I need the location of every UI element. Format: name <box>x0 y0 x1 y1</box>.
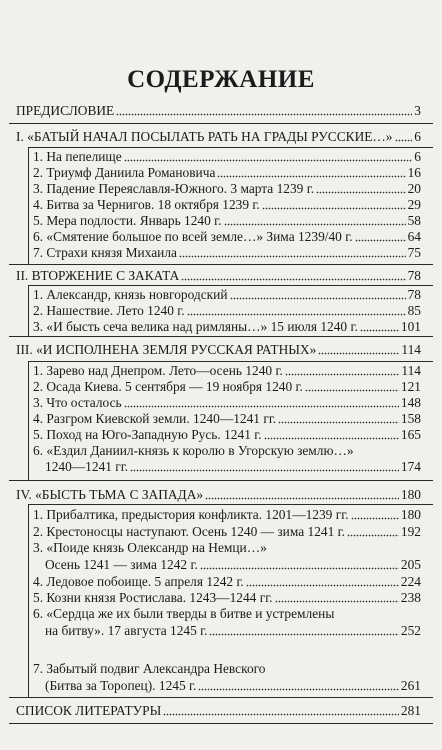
toc-entry[interactable] <box>45 557 421 573</box>
toc-entry[interactable] <box>33 197 421 213</box>
dot-leader <box>163 713 399 716</box>
dot-leader <box>355 239 406 242</box>
toc-entry-title: 4. Разгром Киевской земли. 1240—1241 гг. <box>33 411 277 426</box>
toc-entry-title: II. ВТОРЖЕНИЕ С ЗАКАТА <box>16 268 180 283</box>
toc-page-number: 6 <box>414 129 421 144</box>
toc-entry[interactable] <box>45 623 421 639</box>
toc-entry[interactable] <box>33 411 421 427</box>
toc-entry-first-line: 7. Забытый подвиг Александра Невского <box>33 661 266 676</box>
toc-section-heading[interactable] <box>16 268 421 284</box>
toc-entry-title: 2. Нашествие. Лето 1240 г. <box>33 303 185 318</box>
dot-leader <box>275 600 399 603</box>
toc-page-number: 29 <box>407 197 421 212</box>
toc-entry-title: 5. Поход на Юго-Западную Русь. 1241 г. <box>33 427 262 442</box>
toc-entry-title: 7. Страхи князя Михаила <box>33 245 177 260</box>
toc-entry[interactable] <box>33 181 421 197</box>
toc-page-number: 16 <box>407 165 421 180</box>
toc-entry-title: 3. «И бысть сеча велика над римляны…» 15 июля 1240 г. <box>33 319 358 334</box>
dot-leader <box>360 329 399 332</box>
toc-page-number: 261 <box>400 678 421 693</box>
section-divider <box>9 123 433 124</box>
section-divider <box>9 336 433 337</box>
toc-page-number: 174 <box>400 459 421 474</box>
dot-leader <box>285 373 400 376</box>
toc-page-number: 75 <box>407 245 421 260</box>
section-divider <box>9 480 433 481</box>
toc-page-number: 121 <box>400 379 421 394</box>
toc-entry-title: СПИСОК ЛИТЕРАТУРЫ <box>16 703 162 718</box>
toc-page-number: 192 <box>400 524 421 539</box>
dot-leader <box>116 113 412 116</box>
toc-entry-title: 1240—1241 гг. <box>45 459 129 474</box>
toc-section-heading[interactable] <box>16 487 421 503</box>
toc-page-number: 114 <box>401 363 421 378</box>
toc-entry-first-line: 6. «Сердца же их были тверды в битве и устремлены <box>33 606 335 621</box>
dot-leader <box>217 175 405 178</box>
toc-page-number: 85 <box>407 303 421 318</box>
toc-entry[interactable] <box>33 287 421 303</box>
toc-entry-title: 5. Мера подлости. Январь 1240 г. <box>33 213 222 228</box>
toc-entry[interactable] <box>33 229 421 245</box>
dot-leader <box>316 191 406 194</box>
toc-entry[interactable] <box>33 213 421 229</box>
toc-entry-title: 4. Ледовое побоище. 5 апреля 1242 г. <box>33 574 244 589</box>
dot-leader <box>351 517 399 520</box>
dot-leader <box>181 278 405 281</box>
dot-leader <box>124 159 413 162</box>
toc-entry-title: 1. Прибалтика, предыстория конфликта. 1201—1239 гг. <box>33 507 349 522</box>
dot-leader <box>230 297 406 300</box>
subsection-bracket <box>28 285 29 336</box>
toc-page-number: 114 <box>401 342 421 357</box>
toc-page-number: 58 <box>407 213 421 228</box>
dot-leader <box>124 405 399 408</box>
dot-leader <box>205 497 399 500</box>
toc-page-number: 180 <box>400 507 421 522</box>
toc-entry-title: 3. Что осталось <box>33 395 122 410</box>
toc-page-number: 101 <box>400 319 421 334</box>
toc-page-number: 205 <box>400 557 421 572</box>
toc-page-number: 165 <box>400 427 421 442</box>
section-divider <box>9 264 433 265</box>
toc-entry-title: 1. На пепелище <box>33 149 122 164</box>
dot-leader <box>395 139 413 142</box>
toc-entry-title: 3. Падение Переяславля-Южного. 3 марта 1239 г. <box>33 181 315 196</box>
toc-entry[interactable] <box>33 303 421 319</box>
toc-section-heading[interactable] <box>16 129 421 145</box>
toc-entry[interactable] <box>33 395 421 411</box>
toc-entry-title: 4. Битва за Чернигов. 18 октября 1239 г. <box>33 197 260 212</box>
toc-entry-title: 2. Триумф Даниила Романовича <box>33 165 216 180</box>
toc-page-number: 252 <box>400 623 421 638</box>
dot-leader <box>278 421 399 424</box>
toc-entry[interactable] <box>33 590 421 606</box>
toc-entry-title: на битву». 17 августа 1245 г. <box>45 623 208 638</box>
toc-entry[interactable] <box>33 574 421 590</box>
toc-entry[interactable] <box>33 379 421 395</box>
toc-entry-title: 1. Александр, князь новгородский <box>33 287 228 302</box>
dot-leader <box>224 223 406 226</box>
toc-entry-first-line: 3. «Поиде князь Олександр на Немци…» <box>33 540 267 555</box>
toc-entry[interactable] <box>33 245 421 261</box>
toc-entry-bibliography[interactable] <box>16 703 421 719</box>
toc-page-number: 281 <box>400 703 421 718</box>
toc-page-number: 78 <box>407 268 421 283</box>
dot-leader <box>246 584 399 587</box>
toc-entry[interactable] <box>33 507 421 523</box>
dot-leader <box>200 567 399 570</box>
toc-page-number: 64 <box>407 229 421 244</box>
dot-leader <box>264 437 399 440</box>
toc-entry-title: 5. Козни князя Ростислава. 1243—1244 гг. <box>33 590 273 605</box>
toc-entry-title: Осень 1241 — зима 1242 г. <box>45 557 198 572</box>
section-divider <box>9 723 433 724</box>
section-divider <box>9 697 433 698</box>
toc-page-number: 148 <box>400 395 421 410</box>
dot-leader <box>305 389 399 392</box>
toc-entry[interactable] <box>45 459 421 475</box>
subsection-bracket <box>28 147 29 264</box>
dot-leader <box>318 352 399 355</box>
toc-entry-first-line: 6. «Ездил Даниил-князь к королю в Угорскую землю…» <box>33 443 354 458</box>
dot-leader <box>209 633 398 636</box>
toc-entry-title: 2. Крестоносцы наступают. Осень 1240 — зима 1241 г. <box>33 524 345 539</box>
toc-entry-title: 6. «Смятение большое по всей земле…» Зима 1239/40 г. <box>33 229 353 244</box>
toc-entry-title: ПРЕДИСЛОВИЕ <box>16 103 115 118</box>
dot-leader <box>347 534 399 537</box>
toc-page-number: 78 <box>407 287 421 302</box>
toc-page-number: 3 <box>414 103 421 118</box>
subsection-rule <box>28 504 433 505</box>
subsection-bracket <box>28 504 29 697</box>
toc-entry-title: I. «БАТЫЙ НАЧАЛ ПОСЫЛАТЬ РАТЬ НА ГРАДЫ РУССКИЕ…» <box>16 129 393 144</box>
toc-entry[interactable] <box>33 165 421 181</box>
dot-leader <box>262 207 406 210</box>
toc-page-number: 224 <box>400 574 421 589</box>
toc-entry-title: 2. Осада Киева. 5 сентября — 19 ноября 1240 г. <box>33 379 303 394</box>
toc-entry-preface[interactable] <box>16 103 421 119</box>
toc-entry-title: 1. Зарево над Днепром. Лето—осень 1240 г. <box>33 363 283 378</box>
dot-leader <box>179 255 406 258</box>
toc-page-number: 6 <box>414 149 421 164</box>
dot-leader <box>198 688 399 691</box>
toc-entry-title: III. «И ИСПОЛНЕНА ЗЕМЛЯ РУССКАЯ РАТНЫХ» <box>16 342 317 357</box>
toc-entry[interactable] <box>45 678 421 694</box>
toc-entry-title: IV. «БЫСТЬ ТЬМА С ЗАПАДА» <box>16 487 204 502</box>
toc-entry[interactable] <box>33 149 421 165</box>
toc-entry[interactable] <box>33 524 421 540</box>
page-title: СОДЕРЖАНИЕ <box>127 66 315 93</box>
toc-page-number: 158 <box>400 411 421 426</box>
dot-leader <box>187 313 406 316</box>
toc-entry-title: (Битва за Торопец). 1245 г. <box>45 678 197 693</box>
toc-entry[interactable] <box>33 319 421 335</box>
toc-entry[interactable] <box>33 427 421 443</box>
toc-page-number: 20 <box>407 181 421 196</box>
dot-leader <box>130 469 399 472</box>
toc-page-number: 180 <box>400 487 421 502</box>
subsection-bracket <box>28 361 29 480</box>
toc-page-number: 238 <box>400 590 421 605</box>
toc-entry[interactable] <box>33 363 421 379</box>
toc-section-heading[interactable] <box>16 342 421 358</box>
